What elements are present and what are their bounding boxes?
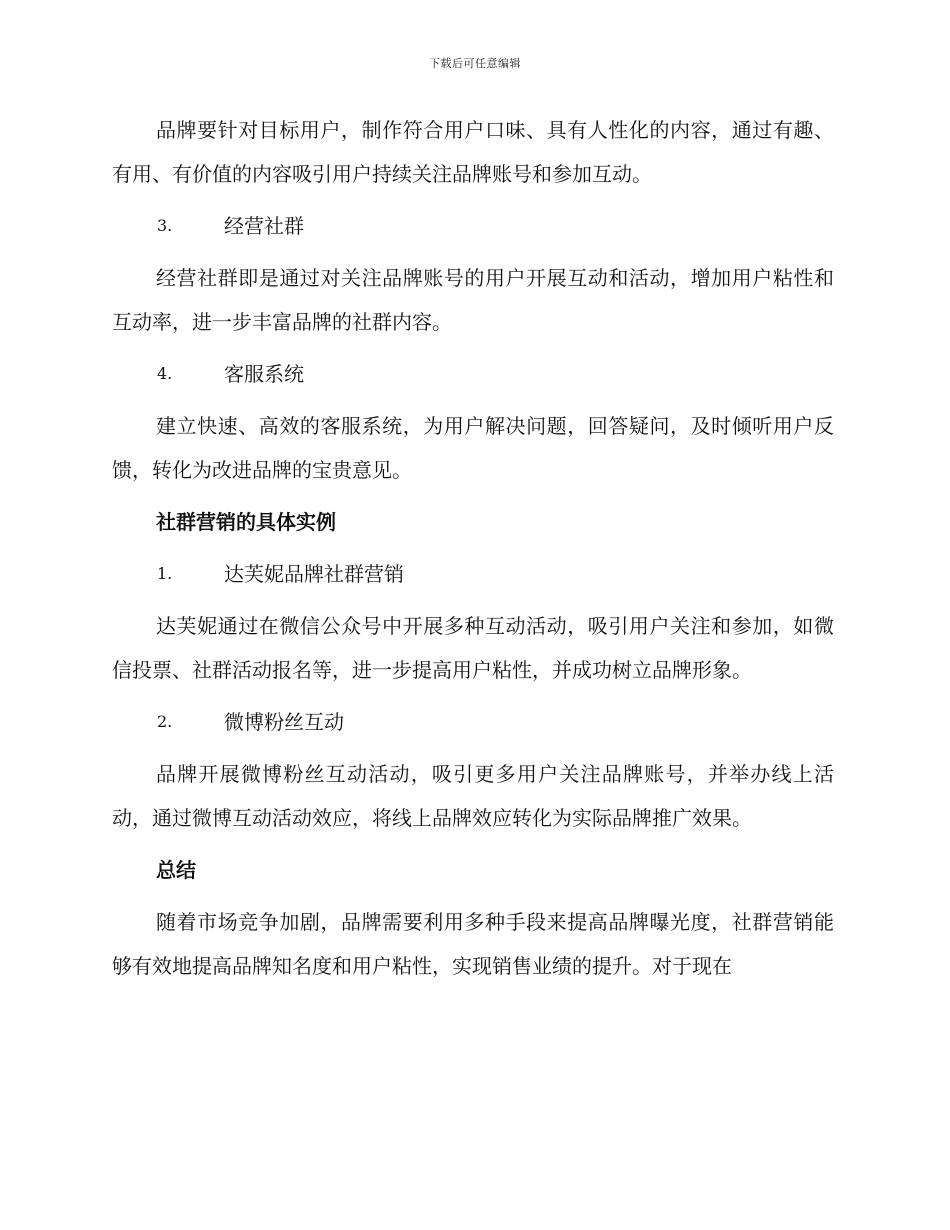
list-item-community — [112, 204, 834, 248]
list-number: 1. — [157, 564, 173, 583]
list-number: 4. — [157, 364, 173, 383]
paragraph-content-strategy: 品牌要针对目标用户，制作符合用户口味、具有人性化的内容，通过有趣、有用、有价值的内容吸引用户持续关注品牌账号和参加互动。 — [112, 118, 834, 186]
paragraph-daphne: 达芙妮通过在微信公众号中开展多种互动活动，吸引用户关注和参加，如微信投票、社群活动报名等，进一步提高用户粘性，并成功树立品牌形象。 — [112, 614, 834, 682]
list-item-customer-service — [112, 352, 834, 396]
paragraph-customer-service: 建立快速、高效的客服系统，为用户解决问题，回答疑问，及时倾听用户反馈，转化为改进品牌的宝贵意见。 — [112, 414, 834, 482]
list-item-example-weibo — [112, 700, 834, 744]
list-number: 3. — [157, 216, 173, 235]
list-label: 微博粉丝互动 — [224, 710, 344, 734]
section-heading-summary: 总结 — [156, 858, 196, 882]
paragraph-community: 经营社群即是通过对关注品牌账号的用户开展互动和活动，增加用户粘性和互动率，进一步丰富品牌的社群内容。 — [112, 266, 834, 334]
list-label: 经营社群 — [224, 214, 304, 238]
section-heading-examples: 社群营销的具体实例 — [156, 510, 336, 534]
paragraph-weibo: 品牌开展微博粉丝互动活动，吸引更多用户关注品牌账号，并举办线上活动，通过微博互动活动效应，将线上品牌效应转化为实际品牌推广效果。 — [112, 762, 834, 830]
list-number: 2. — [157, 712, 173, 731]
document-body — [112, 108, 834, 996]
list-label: 达芙妮品牌社群营销 — [224, 562, 404, 586]
list-item-example-daphne — [112, 552, 834, 596]
list-label: 客服系统 — [224, 362, 304, 386]
paragraph-summary: 随着市场竞争加剧，品牌需要利用多种手段来提高品牌曝光度，社群营销能够有效地提高品牌知名度和用户粘性，实现销售业绩的提升。对于现在 — [112, 910, 834, 978]
page-header: 下载后可任意编辑 — [429, 57, 521, 70]
